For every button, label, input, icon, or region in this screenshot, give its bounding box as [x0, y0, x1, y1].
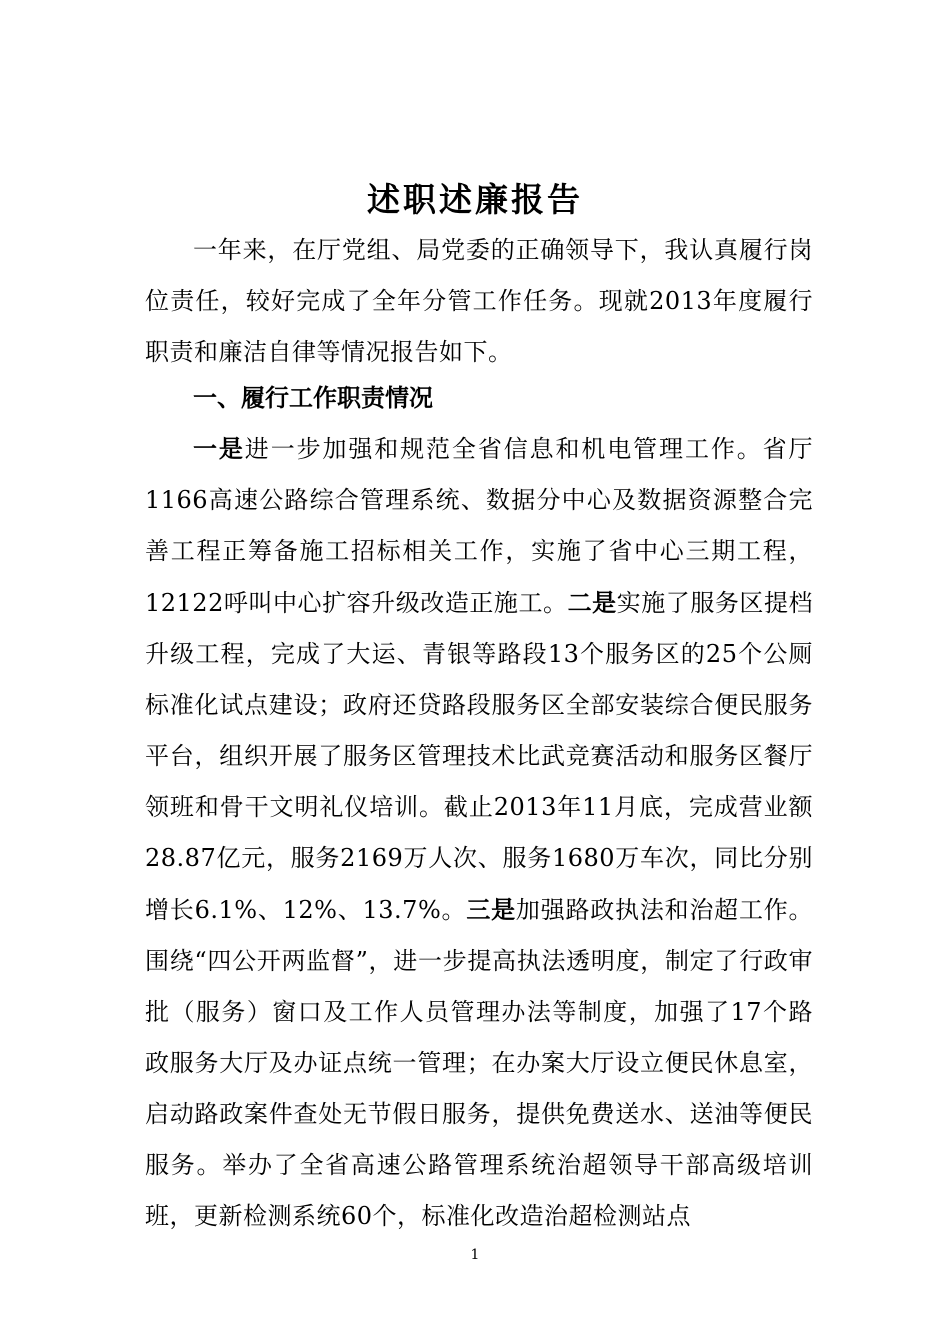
lead-phrase-1: 一是 [193, 434, 245, 463]
page-title: 述职述廉报告 [367, 180, 583, 219]
intro-paragraph: 一年来，在厅党组、局党委的正确领导下，我认真履行岗位责任，较好完成了全年分管工作任务。现就2013年度履行职责和廉洁自律等情况报告如下。 [145, 236, 813, 366]
paragraph-text-2: 实施了服务区提档升级工程，完成了大运、青银等路段13个服务区的25个公厕标准化试点建设；政府还贷路段服务区全部安装综合便民服务平台，组织开展了服务区管理技术比武竞赛活动和服务区餐厅领班和骨干文明礼仪培训。截止2013年11月底，完成营业额28.87亿元，服务2169万人次、服务1680万车次，同比分别增长6.1%、12%、13.7%。 [145, 589, 814, 924]
lead-phrase-3: 三是 [466, 895, 516, 924]
page-number: 1 [470, 1247, 480, 1263]
lead-phrase-2: 二是 [567, 588, 617, 617]
body-paragraph [145, 423, 813, 1242]
paragraph-text-1: 进一步加强和规范全省信息和机电管理工作。省厅1166高速公路综合管理系统、数据分中心及数据资源整合完善工程正筹备施工招标相关工作，实施了省中心三期工程，12122呼叫中心扩容升级改造正施工。 [145, 435, 814, 617]
section-heading: 一、履行工作职责情况 [193, 384, 433, 412]
paragraph-text-3: 加强路政执法和治超工作。围绕“四公开两监督”，进一步提高执法透明度，制定了行政审批（服务）窗口及工作人员管理办法等制度，加强了17个路政服务大厅及办证点统一管理；在办案大厅设立便民休息室，启动路政案件查处无节假日服务，提供免费送水、送油等便民服务。举办了全省高速公路管理系统治超领导干部高级培训班，更新检测系统60个，标准化改造治超检测站点 [145, 896, 814, 1230]
